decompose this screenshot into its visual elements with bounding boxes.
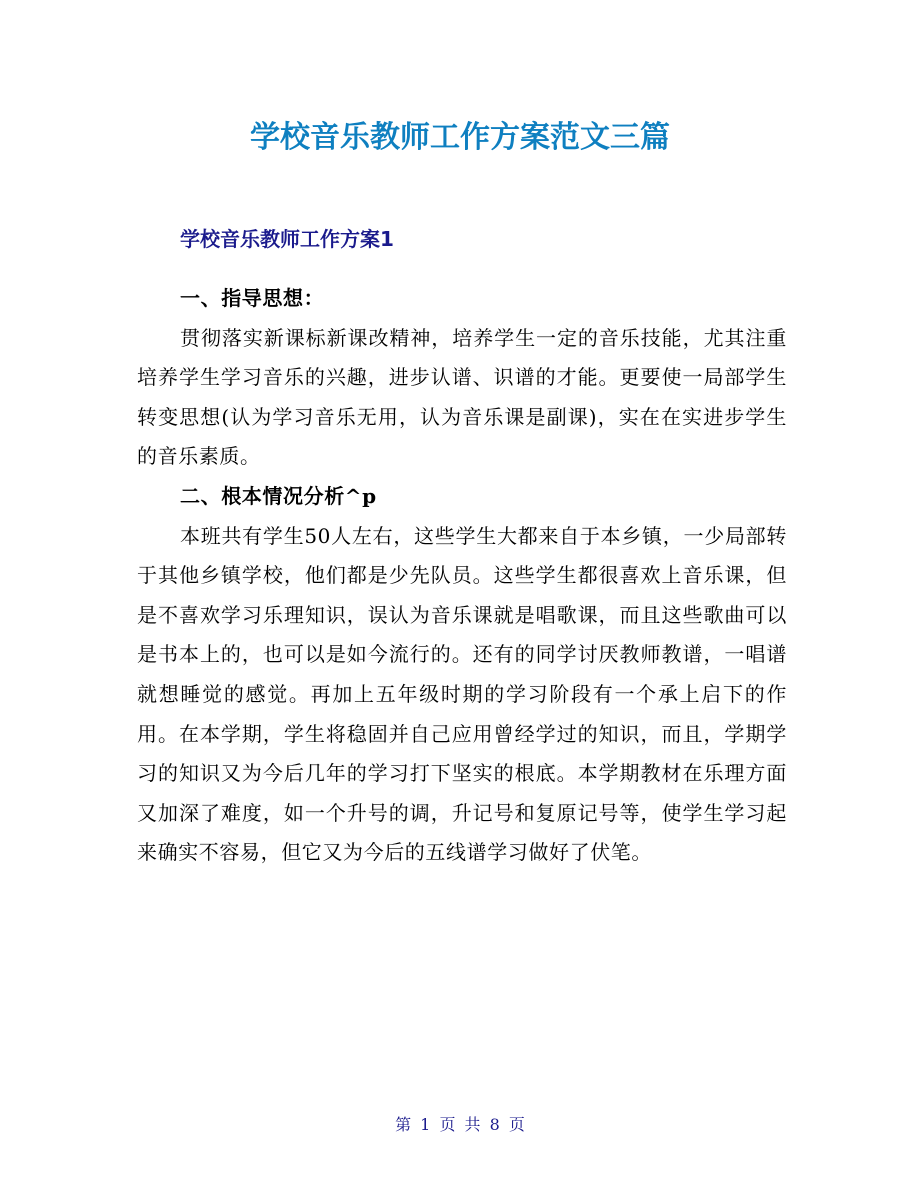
heading-guiding-ideology: 一、指导思想： <box>180 286 325 310</box>
document-title: 学校音乐教师工作方案范文三篇 <box>250 120 670 155</box>
heading-basic-situation: 二、根本情况分析^p <box>180 483 377 508</box>
paragraph-guiding-ideology: 贯彻落实新课标新课改精神，培养学生一定的音乐技能，尤其注重培养学生学习音乐的兴趣，进步认谱、识谱的才能。更要使一局部学生转变思想(认为学习音乐无用，认为音乐课是副课)，实在在实进步学生的音乐素质。 <box>137 325 787 469</box>
section-heading: 学校音乐教师工作方案1 <box>180 227 394 251</box>
document-body <box>137 279 787 873</box>
page-number-footer: 第 1 页 共 8 页 <box>395 1115 525 1134</box>
paragraph-basic-situation: 本班共有学生50人左右，这些学生大都来自于本乡镇，一少局部转于其他乡镇学校，他们都是少先队员。这些学生都很喜欢上音乐课，但是不喜欢学习乐理知识，误认为音乐课就是唱歌课，而且这些歌曲可以是书本上的，也可以是如今流行的。还有的同学讨厌教师教谱，一唱谱就想睡觉的感觉。再加上五年级时期的学习阶段有一个承上启下的作用。在本学期，学生将稳固并自己应用曾经学过的知识，而且，学期学习的知识又为今后几年的学习打下坚实的根底。本学期教材在乐理方面又加深了难度，如一个升号的调，升记号和复原记号等，使学生学习起来确实不容易，但它又为今后的五线谱学习做好了伏笔。 <box>137 523 787 865</box>
